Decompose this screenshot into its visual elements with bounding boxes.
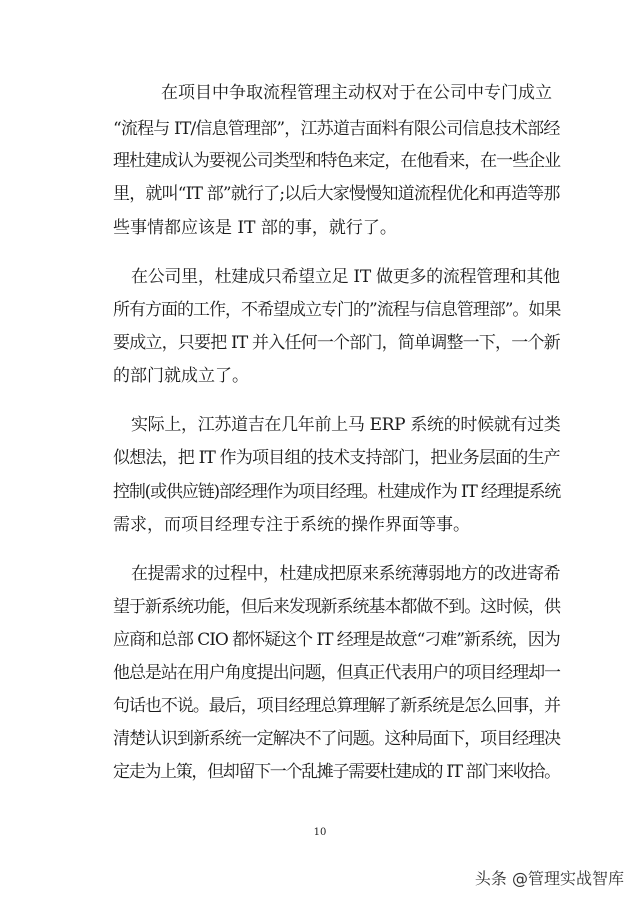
text-line: “流程与 IT/信息管理部”，江苏道吉面料有限公司信息技术部经 — [113, 119, 560, 139]
text-line: 些事情都应该是 IT 部的事，就行了。 — [113, 218, 397, 238]
text-line: 他总是站在用户角度提出问题，但真正代表用户的项目经理却一 — [113, 663, 560, 683]
text-line: 定走为上策，但却留下一个乱摊子需要杜建成的 IT 部门来收拾。 — [113, 762, 560, 782]
text-line: 在项目中争取流程管理主动权对于在公司中专门成立 — [161, 83, 552, 103]
text-line: 里，就叫“IT 部”就行了;以后大家慢慢知道流程优化和再造等那 — [113, 184, 560, 204]
text-line: 句话也不说。最后，项目经理总算理解了新系统是怎么回事，并 — [113, 696, 560, 716]
text-line: 望于新系统功能，但后来发现新系统基本都做不到。这时候，供 — [113, 597, 560, 617]
text-line: 理杜建成认为要视公司类型和特色来定，在他看来，在一些企业 — [113, 151, 560, 171]
text-line: 控制(或供应链)部经理作为项目经理。杜建成作为 IT 经理提系统 — [113, 482, 561, 502]
text-line: 实际上，江苏道吉在几年前上马 ERP 系统的时候就有过类 — [131, 415, 561, 435]
text-line: 的部门就成立了。 — [113, 366, 249, 386]
text-line: 在公司里，杜建成只希望立足 IT 做更多的流程管理和其他 — [131, 267, 560, 287]
page-number: 10 — [313, 827, 327, 838]
text-line: 需求，而项目经理专注于系统的操作界面等事。 — [113, 515, 470, 535]
text-line: 所有方面的工作，不希望成立专门的”流程与信息管理部”。如果 — [113, 300, 561, 320]
text-line: 清楚认识到新系统一定解决不了问题。这种局面下，项目经理决 — [113, 729, 560, 749]
text-line: 要成立，只要把 IT 并入任何一个部门，简单调整一下，一个新 — [113, 333, 560, 353]
text-line: 应商和总部 CIO 都怀疑这个 IT 经理是故意“刁难”新系统，因为 — [113, 630, 560, 650]
text-line: 似想法，把 IT 作为项目组的技术支持部门，把业务层面的生产 — [113, 448, 560, 468]
watermark: 头条 @管理实战智库 — [474, 869, 624, 888]
text-line: 在提需求的过程中，杜建成把原来系统薄弱地方的改进寄希 — [131, 564, 560, 584]
